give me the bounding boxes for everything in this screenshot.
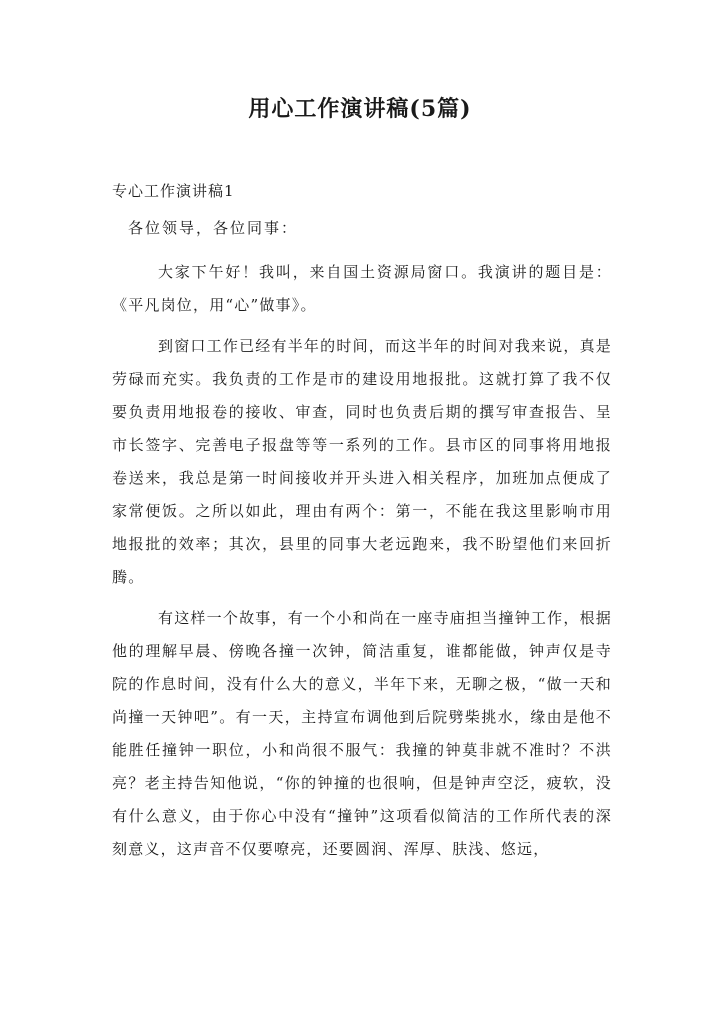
paragraph-monk-story: 有这样一个故事，有一个小和尚在一座寺庙担当撞钟工作，根据他的理解早晨、傍晚各撞一次钟，简洁重复，谁都能做，钟声仅是寺院的作息时间，没有什么大的意义，半年下来，无聊之极，“做一天和尚撞一天钟吧”。有一天，主持宣布调他到后院劈柴挑水，缘由是他不能胜任撞钟一职位，小和尚很不服气：我撞的钟莫非就不准时？不洪亮？老主持告知他说，“你的钟撞的也很响，但是钟声空泛，疲软，没有什么意义，由于你心中没有“撞钟”这项看似简洁的工作所代表的深刻意义，这声音不仅要嘹亮，还要圆润、浑厚、肤浅、悠远，	[112, 609, 612, 858]
paragraph-work-experience: 到窗口工作已经有半年的时间，而这半年的时间对我来说，真是劳碌而充实。我负责的工作是市的建设用地报批。这就打算了我不仅要负责用地报卷的接收、审查，同时也负责后期的撰写审查报告、呈市长签字、完善电子报盘等等一系列的工作。县市区的同事将用地报卷送来，我总是第一时间接收并开头进入相关程序，加班加点便成了家常便饭。之所以如此，理由有两个：第一，不能在我这里影响市用地报批的效率；其次，县里的同事大老远跑来，我不盼望他们来回折腾。	[112, 337, 612, 586]
document-title: 用心工作演讲稿(5篇)	[248, 96, 472, 122]
paragraph-greeting: 大家下午好！我叫，来自国土资源局窗口。我演讲的题目是：《平凡岗位，用“心”做事》。	[112, 263, 612, 314]
salutation: 各位领导，各位同事：	[128, 219, 299, 237]
section-heading: 专心工作演讲稿1	[112, 182, 235, 200]
document-body	[112, 256, 612, 874]
